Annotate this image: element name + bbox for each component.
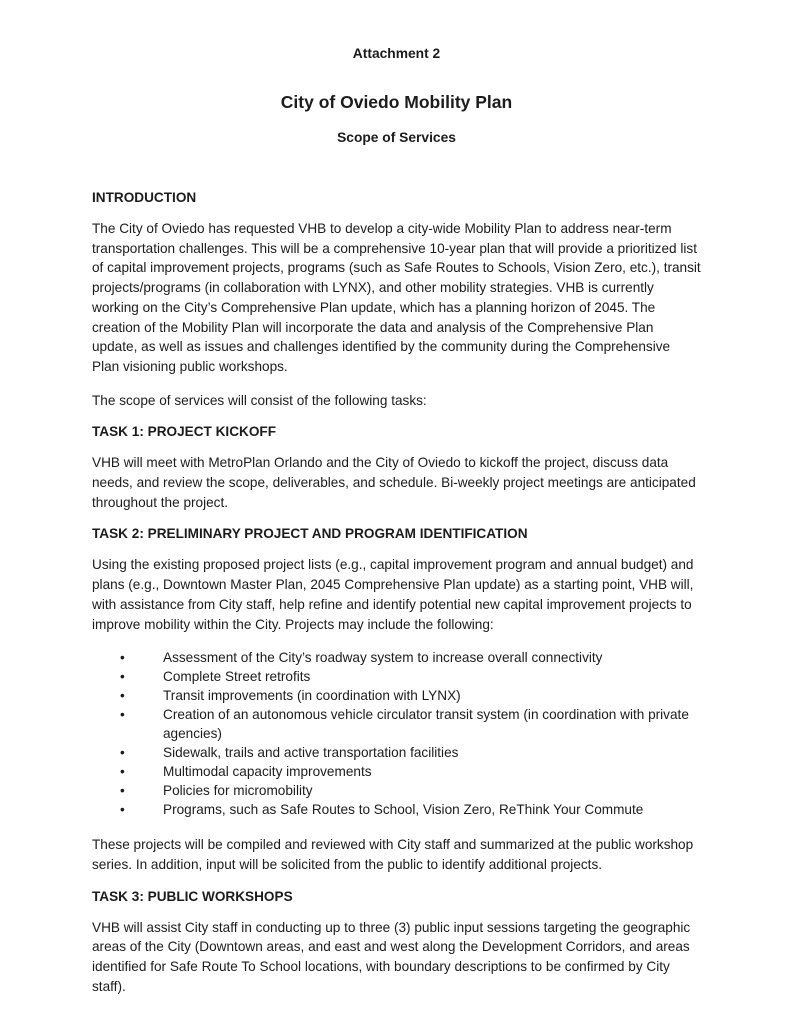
task-3-paragraph: VHB will assist City staff in conducting up to three (3) public input sessions targeting the geographic areas of the City (Downtown areas, and east and west along the Development Corridors, and areas identified for Safe Route To School locations, with boundary descriptions to be confirmed by City staff).	[92, 919, 691, 994]
section-task-3	[92, 889, 701, 997]
bullet-item: • Multimodal capacity improvements	[92, 762, 701, 781]
document-title: City of Oviedo Mobility Plan	[280, 92, 513, 112]
task-1-heading: TASK 1: PROJECT KICKOFF	[92, 424, 277, 440]
task-2-closing-paragraph: These projects will be compiled and reviewed with City staff and summarized at the public workshop series. In addition, input will be solicited from the public to identify additional projects.	[92, 837, 694, 872]
bullet-item: • Transit improvements (in coordination with LYNX)	[92, 686, 701, 705]
document-subtitle: Scope of Services	[337, 130, 456, 145]
bullet-item: • Assessment of the City’s roadway system to increase overall connectivity	[92, 648, 701, 667]
bullet-item: • Creation of an autonomous vehicle circulator transit system (in coordination with private agencies)	[92, 705, 701, 743]
section-task-2	[92, 526, 701, 874]
document-header	[92, 46, 701, 145]
task-2-paragraph: Using the existing proposed project lists (e.g., capital improvement program and annual budget) and plans (e.g., Downtown Master Plan, 2045 Comprehensive Plan update) as a starting point, VHB will, with assistance from City staff, help refine and identify potential new capital improvement projects to improve mobility within the City. Projects may include the following:	[92, 557, 694, 632]
bullet-item: • Complete Street retrofits	[92, 667, 701, 686]
bullet-item: • Programs, such as Safe Routes to School, Vision Zero, ReThink Your Commute	[92, 800, 701, 819]
scope-intro-line: The scope of services will consist of the following tasks:	[92, 392, 427, 408]
task-2-heading: TASK 2: PRELIMINARY PROJECT AND PROGRAM IDENTIFICATION	[92, 526, 528, 542]
task-1-paragraph: VHB will meet with MetroPlan Orlando and the City of Oviedo to kickoff the project, discuss data needs, and review the scope, deliverables, and schedule. Bi-weekly project meetings are anticipated throughout the project.	[92, 455, 696, 510]
task-2-bullet-list	[92, 648, 701, 819]
bullet-item: • Sidewalk, trails and active transportation facilities	[92, 743, 701, 762]
bullet-item: • Policies for micromobility	[92, 781, 701, 800]
introduction-heading: INTRODUCTION	[92, 190, 197, 205]
section-task-1	[92, 424, 701, 512]
section-introduction	[92, 190, 701, 377]
task-3-heading: TASK 3: PUBLIC WORKSHOPS	[92, 888, 293, 904]
introduction-paragraph: The City of Oviedo has requested VHB to develop a city-wide Mobility Plan to address near-term transportation challenges. This will be a comprehensive 10-year plan that will provide a prioritized list of capital improvement projects, programs (such as Safe Routes to Schools, Vision Zero, etc.), transit projects/programs (in collaboration with LYNX), and other mobility strategies. VHB is currently working on the City’s Comprehensive Plan update, which has a planning horizon of 2045. The creation of the Mobility Plan will incorporate the data and analysis of the Comprehensive Plan update, as well as issues and challenges identified by the community during the Comprehensive Plan visioning public workshops.	[92, 221, 701, 374]
attachment-label: Attachment 2	[352, 46, 441, 61]
